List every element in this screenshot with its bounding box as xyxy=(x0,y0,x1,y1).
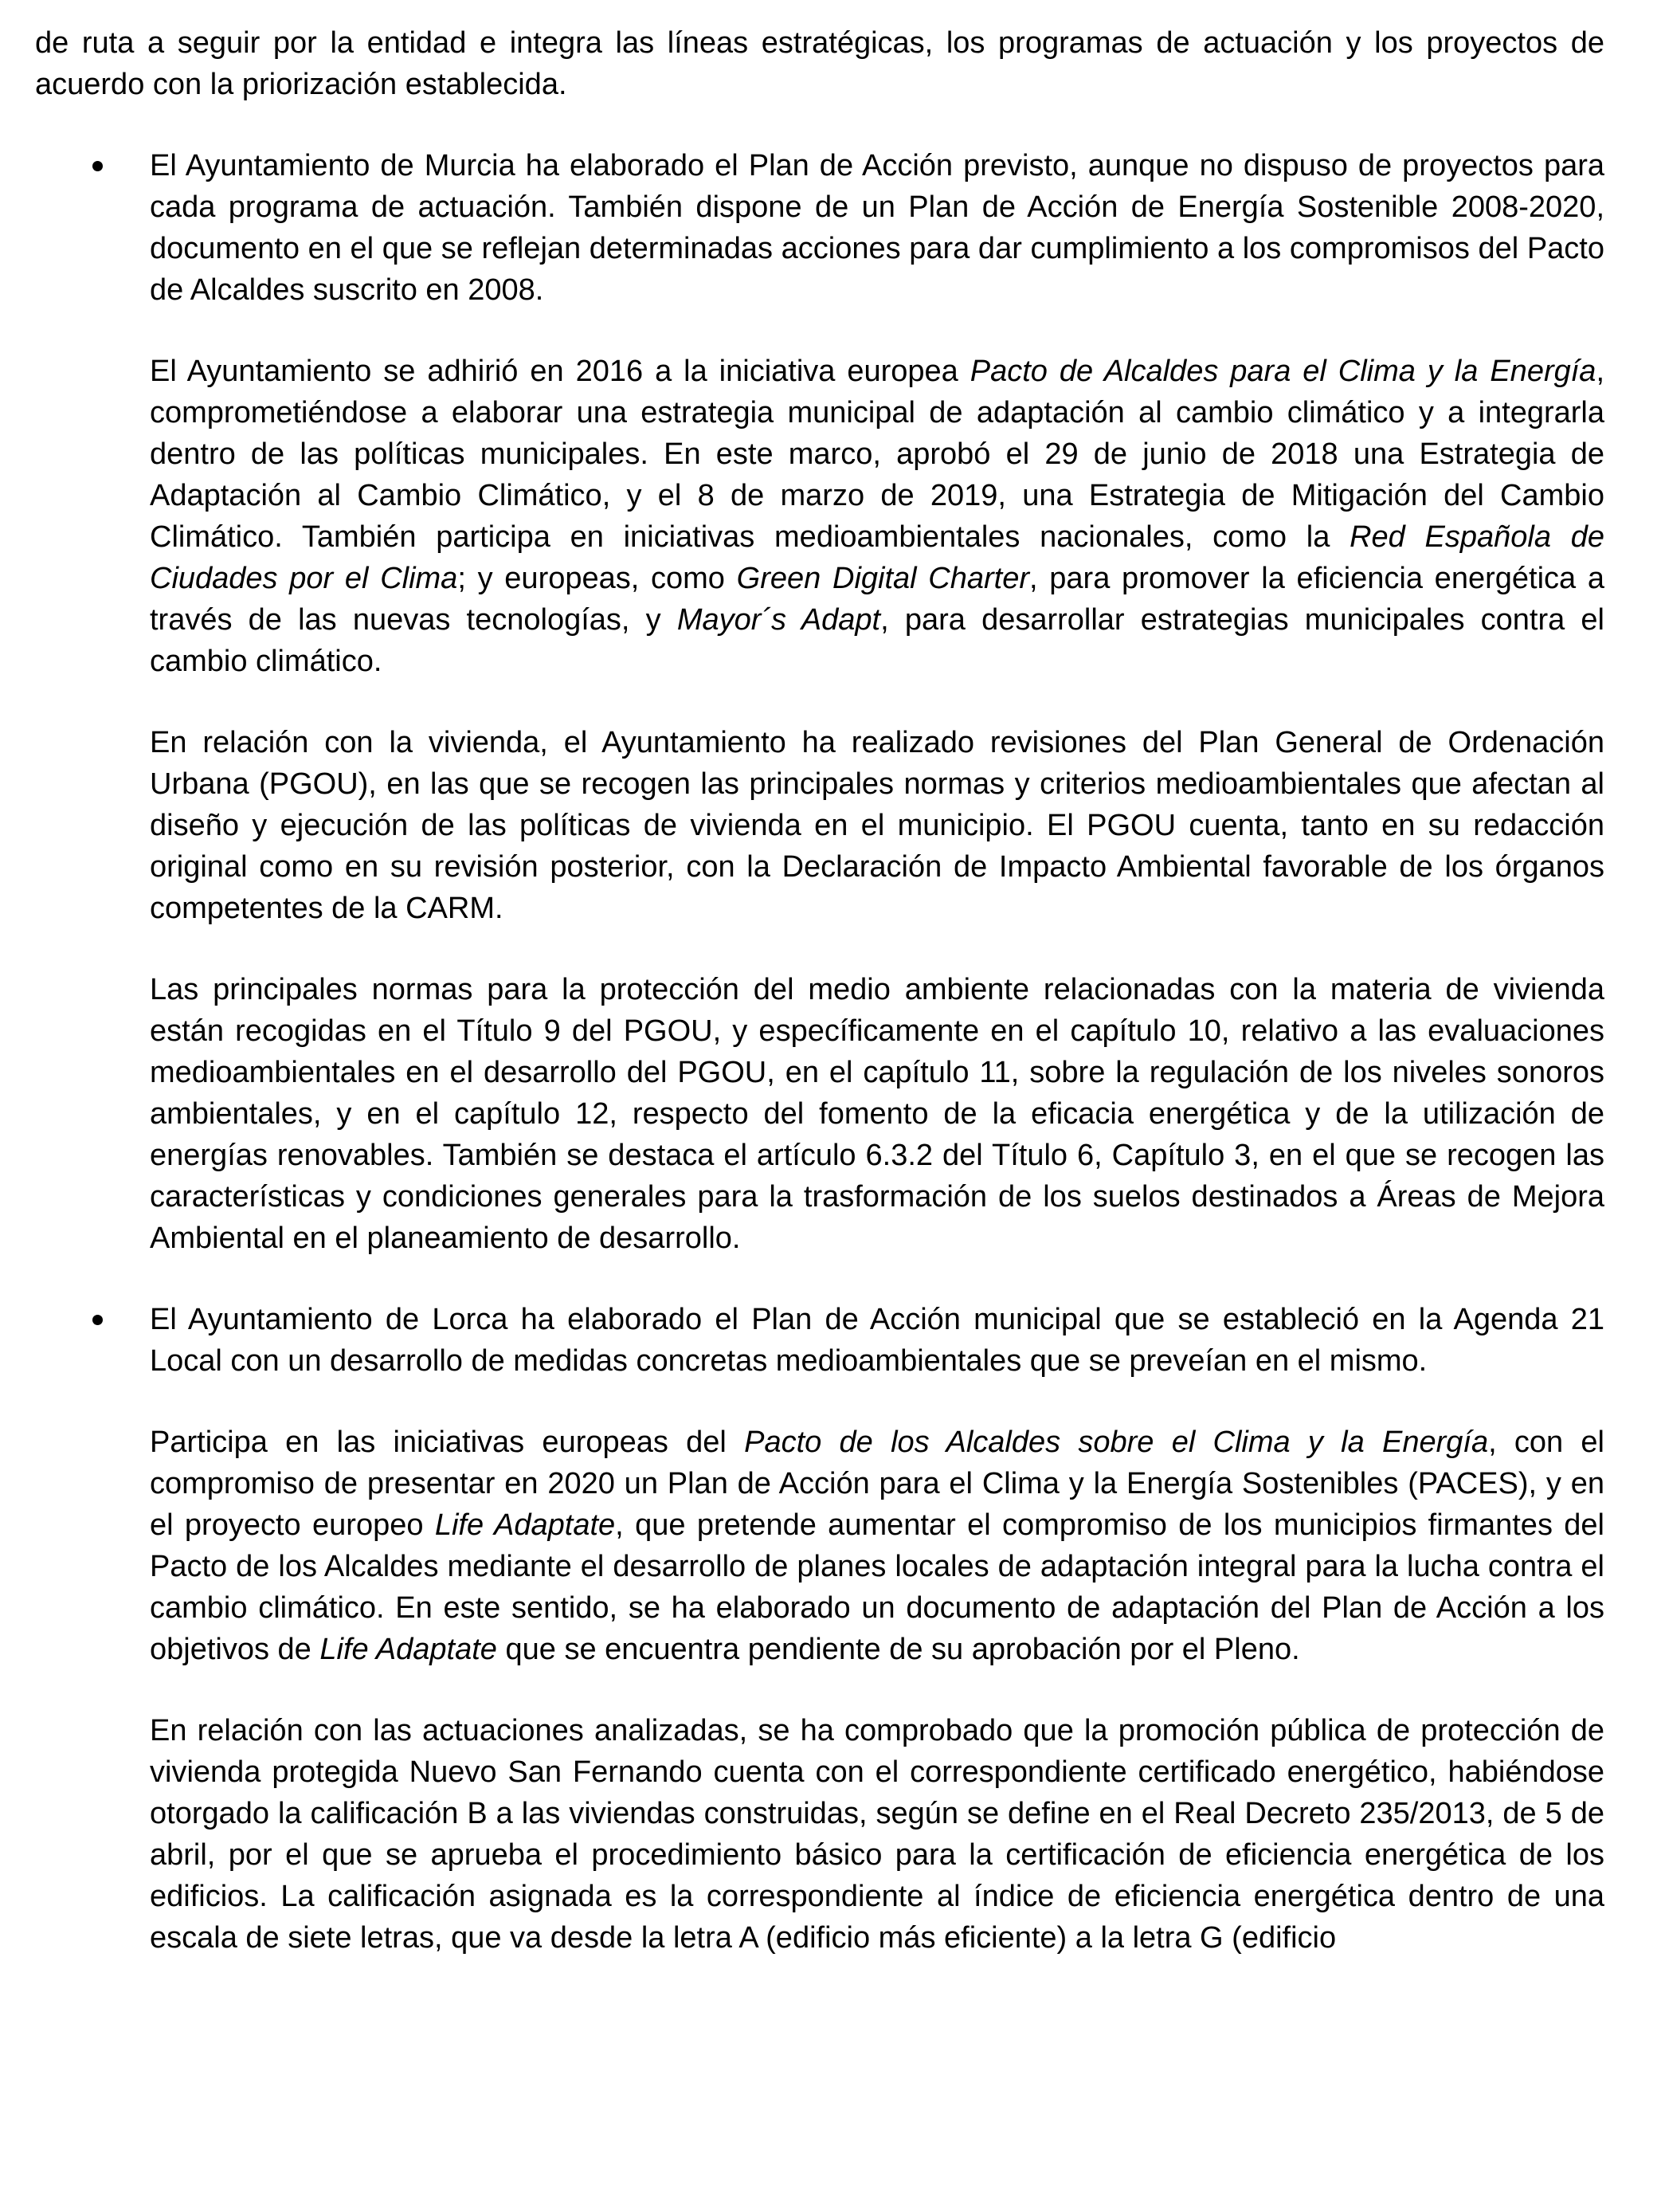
text-run: , que pretende aumentar el compromiso de los municipios firmantes del Pacto de los Alcaldes mediante el desarrollo de planes locales de adaptación integral para la lucha contra el cambio climático. En este sentido, se ha elaborado un documento de adaptación del Plan de Acción a los objetivos de xyxy=(150,1508,1605,1666)
italic-run: Mayor´s Adapt xyxy=(676,603,881,637)
murcia-pacto-paragraph xyxy=(150,351,1604,682)
bullet-icon xyxy=(92,1315,103,1325)
lorca-pacto-paragraph xyxy=(150,1422,1604,1670)
italic-run: Pacto de los Alcaldes sobre el Clima y la Energía xyxy=(744,1426,1489,1459)
italic-run: Pacto de Alcaldes para el Clima y la Energía xyxy=(970,355,1596,388)
list-item-murcia xyxy=(35,145,1604,311)
murcia-vivienda-paragraph: En relación con la vivienda, el Ayuntamiento ha realizado revisiones del Plan General de Ordenación Urbana (PGOU), en las que se recogen las principales normas y criterios medioambientales que afectan al diseño y ejecución de las políticas de vivienda en el municipio. El PGOU cuenta, tanto en su redacción original como en su revisión posterior, con la Declaración de Impacto Ambiental favorable de los órganos competentes de la CARM. xyxy=(150,726,1604,925)
text-run: , para desarrollar estrategias municipales contra el cambio climático. xyxy=(150,603,1604,678)
text-run: que se encuentra pendiente de su aprobación por el Pleno. xyxy=(496,1633,1300,1666)
italic-run: Red Española de Ciudades por el Clima xyxy=(150,520,1604,595)
bullet-icon xyxy=(92,161,103,171)
bullet-lorca-text: El Ayuntamiento de Lorca ha elaborado el Plan de Acción municipal que se estableció en la Agenda 21 Local con un desarrollo de medidas concretas medioambientales que se preveían en el mismo. xyxy=(150,1303,1604,1378)
text-run: El Ayuntamiento se adhirió en 2016 a la iniciativa europea xyxy=(150,355,970,388)
italic-run: Life Adaptate xyxy=(434,1508,616,1542)
text-run: Participa en las iniciativas europeas del xyxy=(150,1426,745,1459)
list-item-lorca xyxy=(35,1299,1604,1382)
text-run: , para promover la eficiencia energética a través de las nuevas tecnologías, y xyxy=(150,562,1604,637)
text-run: , con el compromiso de presentar en 2020 un Plan de Acción para el Clima y la Energía Sostenibles (PACES), y en el proyecto europeo xyxy=(150,1426,1604,1542)
italic-run: Life Adaptate xyxy=(319,1633,497,1666)
text-run: ; y europeas, como xyxy=(457,562,737,595)
intro-paragraph: de ruta a seguir por la entidad e integra las líneas estratégicas, los programas de actuación y los proyectos de acuerdo con la priorización establecida. xyxy=(35,26,1604,101)
document-page xyxy=(35,22,1604,1959)
italic-run: Green Digital Charter xyxy=(736,562,1030,595)
text-run: , comprometiéndose a elaborar una estrategia municipal de adaptación al cambio climático y a integrarla dentro de las políticas municipales. En este marco, aprobó el 29 de junio de 2018 una Estrategia de Adaptación al Cambio Climático, y el 8 de marzo de 2019, una Estrategia de Mitigación del Cambio Climático. También participa en iniciativas medioambientales nacionales, como la xyxy=(150,355,1604,554)
murcia-normas-paragraph: Las principales normas para la protección del medio ambiente relacionadas con la materia de vivienda están recogidas en el Título 9 del PGOU, y específicamente en el capítulo 10, relativo a las evaluaciones medioambientales en el desarrollo del PGOU, en el capítulo 11, sobre la regulación de los niveles sonoros ambientales, y en el capítulo 12, respecto del fomento de la eficacia energética y de la utilización de energías renovables. También se destaca el artículo 6.3.2 del Título 6, Capítulo 3, en el que se recogen las características y condiciones generales para la trasformación de los suelos destinados a Áreas de Mejora Ambiental en el planeamiento de desarrollo. xyxy=(150,973,1604,1255)
lorca-actuaciones-paragraph: En relación con las actuaciones analizadas, se ha comprobado que la promoción pública de protección de vivienda protegida Nuevo San Fernando cuenta con el correspondiente certificado energético, habiéndose otorgado la calificación B a las viviendas construidas, según se define en el Real Decreto 235/2013, de 5 de abril, por el que se aprueba el procedimiento básico para la certificación de eficiencia energética de los edificios. La calificación asignada es la correspondiente al índice de eficiencia energética dentro de una escala de siete letras, que va desde la letra A (edificio más eficiente) a la letra G (edificio xyxy=(150,1714,1604,1955)
bullet-murcia-text: El Ayuntamiento de Murcia ha elaborado el Plan de Acción previsto, aunque no dispuso de proyectos para cada programa de actuación. También dispone de un Plan de Acción de Energía Sostenible 2008-2020, documento en el que se reflejan determinadas acciones para dar cumplimiento a los compromisos del Pacto de Alcaldes suscrito en 2008. xyxy=(150,149,1604,307)
